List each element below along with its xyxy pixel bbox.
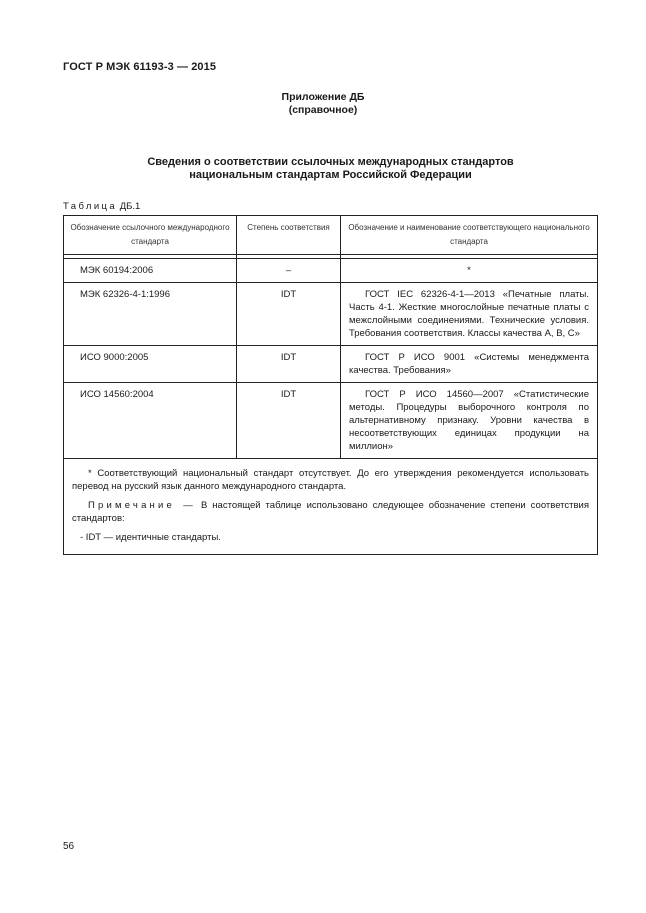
table-caption-word: Таблица — [63, 201, 118, 212]
cell-degree: – — [237, 259, 341, 283]
annex-subtitle: (справочное) — [288, 104, 358, 116]
cell-degree: IDT — [237, 283, 341, 346]
cell-intl: МЭК 60194:2006 — [64, 259, 237, 283]
table-caption — [63, 201, 140, 212]
standard-code: ГОСТ Р МЭК 61193-3 — 2015 — [63, 61, 217, 73]
table-note — [72, 499, 589, 525]
table-row — [64, 259, 598, 283]
abbreviation-line: - IDT — идентичные стандарты. — [80, 532, 221, 543]
heading-line-2: национальным стандартам Российской Федерации — [189, 169, 472, 181]
section-heading — [63, 156, 598, 182]
cell-intl: ИСО 14560:2004 — [64, 383, 237, 459]
column-header-intl: Обозначение ссылочного международного стандарта — [64, 216, 237, 255]
page-number: 56 — [63, 841, 75, 852]
cell-national: ГОСТ IEC 62326-4-1—2013 «Печатные платы. Часть 4-1. Жесткие многослойные печатные платы с межслойными соединениями. Технические условия. Требования соответствия. Классы качества А, В, С» — [341, 283, 598, 346]
cell-degree: IDT — [237, 346, 341, 383]
cell-national: ГОСТ Р ИСО 9001 «Системы менеджмента качества. Требования» — [341, 346, 598, 383]
standards-table — [63, 215, 598, 555]
column-header-national: Обозначение и наименование соответствующего национального стандарта — [341, 216, 598, 255]
table-row — [64, 283, 598, 346]
table-footnote: * Соответствующий национальный стандарт отсутствует. До его утверждения рекомендуется использовать перевод на русский язык данного международного стандарта. — [72, 468, 589, 492]
table-header-row — [64, 216, 598, 255]
note-text: В настоящей таблице использовано следующее обозначение степени соответствия стандартов: — [72, 500, 590, 524]
cell-intl: ИСО 9000:2005 — [64, 346, 237, 383]
annex-title: Приложение ДБ — [281, 91, 365, 103]
annex-heading — [0, 91, 646, 117]
cell-degree: IDT — [237, 383, 341, 459]
column-header-degree: Степень соответствия — [237, 216, 341, 255]
note-label: Примечание — — [88, 500, 196, 511]
cell-national: * — [341, 259, 598, 283]
table-row — [64, 383, 598, 459]
cell-national: ГОСТ Р ИСО 14560—2007 «Статистические методы. Процедуры выборочного контроля по альтернативному признаку. Уровни качества в несоответствующих единицах продукции на миллион» — [341, 383, 598, 459]
heading-line-1: Сведения о соответствии ссылочных международных стандартов — [147, 156, 514, 168]
table-notes-row — [64, 459, 598, 555]
cell-intl: МЭК 62326-4-1:1996 — [64, 283, 237, 346]
table-caption-number: ДБ.1 — [119, 201, 141, 212]
table-row — [64, 346, 598, 383]
table-notes — [64, 459, 598, 555]
